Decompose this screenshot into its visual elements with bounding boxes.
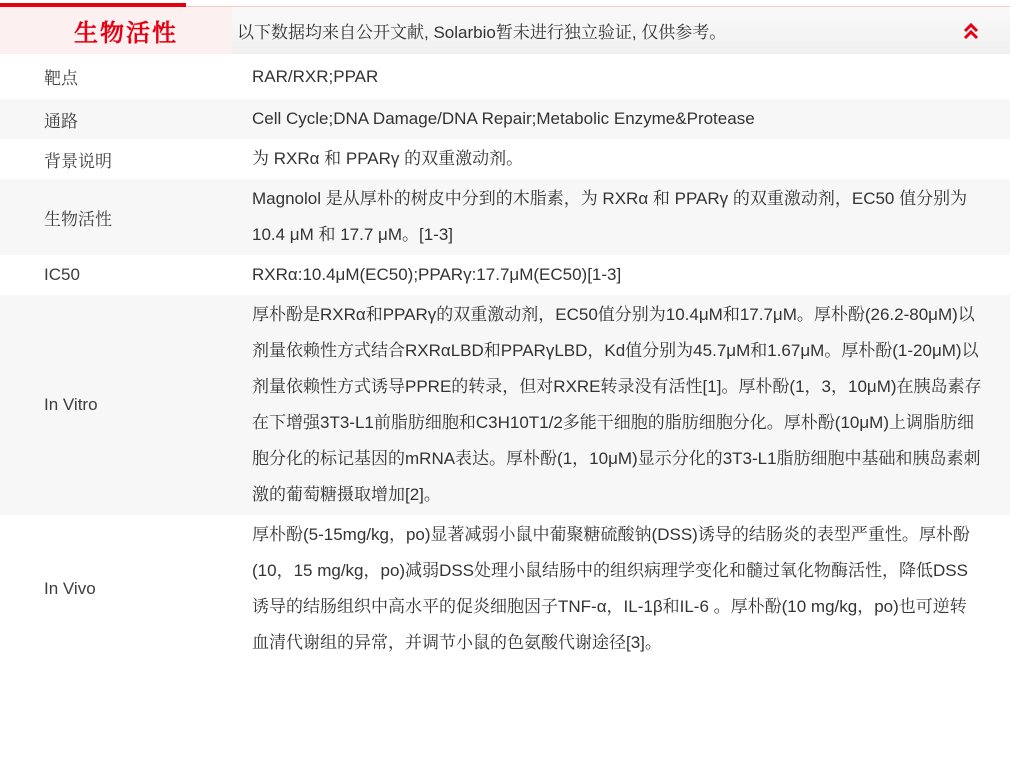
row-value-cell <box>232 139 1010 179</box>
row-value: 厚朴酚(5-15mg/kg，po)显著减弱小鼠中葡聚糖硫酸钠(DSS)诱导的结肠炎的表型严重性。厚朴酚(10，15 mg/kg，po)减弱DSS处理小鼠结肠中的组织病理学变化和髓过氧化物酶活性，降低DSS诱导的结肠组织中高水平的促炎细胞因子TNF-α，IL-1β和IL-6 。厚朴酚(10 mg/kg，po)也可逆转血清代谢组的异常，并调节小鼠的色氨酸代谢途径[3]。 <box>252 525 970 652</box>
section-title-cell <box>0 7 232 54</box>
row-label-cell <box>0 179 232 255</box>
section-header <box>0 6 1010 54</box>
row-value: RAR/RXR;PPAR <box>252 66 379 86</box>
row-label: 通路 <box>44 111 78 131</box>
row-value-cell <box>232 179 1010 255</box>
section-accent-bar <box>0 3 186 7</box>
row-label-cell <box>0 99 232 139</box>
row-value-cell <box>232 255 1010 295</box>
double-chevron-up-icon <box>960 30 982 45</box>
row-label: In Vitro <box>44 395 98 414</box>
row-value-cell <box>232 99 1010 139</box>
row-label-cell <box>0 515 232 663</box>
row-label: 生物活性 <box>44 209 112 229</box>
row-label-cell <box>0 255 232 295</box>
row-value: RXRα:10.4μM(EC50);PPARγ:17.7μM(EC50)[1-3] <box>252 265 622 284</box>
table-row <box>0 515 1010 663</box>
row-value: 厚朴酚是RXRα和PPARγ的双重激动剂，EC50值分别为10.4μM和17.7μM。厚朴酚(26.2-80μM)以剂量依赖性方式结合RXRαLBD和PPARγLBD，Kd值分别为45.7μM和1.67μM。厚朴酚(1-20μM)以剂量依赖性方式诱导PPRE的转录，但对RXRE转录没有活性[1]。厚朴酚(1，3，10μM)在胰岛素存在下增强3T3-L1前脂肪细胞和C3H10T1/2多能干细胞的脂肪细胞分化。厚朴酚(10μM)上调脂肪细胞分化的标记基因的mRNA表达。厚朴酚(1，10μM)显示分化的3T3-L1脂肪细胞中基础和胰岛素刺激的葡萄糖摄取增加[2]。 <box>252 305 982 504</box>
row-value: 为 RXRα 和 PPARγ 的双重激动剂。 <box>252 149 524 168</box>
row-value: Cell Cycle;DNA Damage/DNA Repair;Metabolic Enzyme&Protease <box>252 109 755 128</box>
row-label-cell <box>0 139 232 179</box>
collapse-section-button[interactable] <box>960 20 982 42</box>
row-label: IC50 <box>44 265 80 284</box>
table-row <box>0 139 1010 179</box>
table-row <box>0 99 1010 139</box>
row-value-cell <box>232 515 1010 663</box>
row-label-cell <box>0 54 232 99</box>
table-row <box>0 255 1010 295</box>
section-disclaimer: 以下数据均来自公开文献, Solarbio暂未进行独立验证, 仅供参考。 <box>237 23 727 42</box>
table-row <box>0 295 1010 515</box>
row-value-cell <box>232 54 1010 99</box>
row-value-cell <box>232 295 1010 515</box>
row-label: 靶点 <box>44 69 78 88</box>
row-label-cell <box>0 295 232 515</box>
row-label: In Vivo <box>44 579 96 598</box>
table-row <box>0 54 1010 99</box>
table-row <box>0 179 1010 255</box>
row-label: 背景说明 <box>44 151 112 171</box>
row-value: Magnolol 是从厚朴的树皮中分到的木脂素，为 RXRα 和 PPARγ 的双重激动剂，EC50 值分别为 10.4 μM 和 17.7 μM。[1-3] <box>252 189 968 244</box>
section-title: 生物活性 <box>74 20 178 47</box>
section-header-right <box>232 7 1010 54</box>
bioactivity-table <box>0 54 1010 663</box>
